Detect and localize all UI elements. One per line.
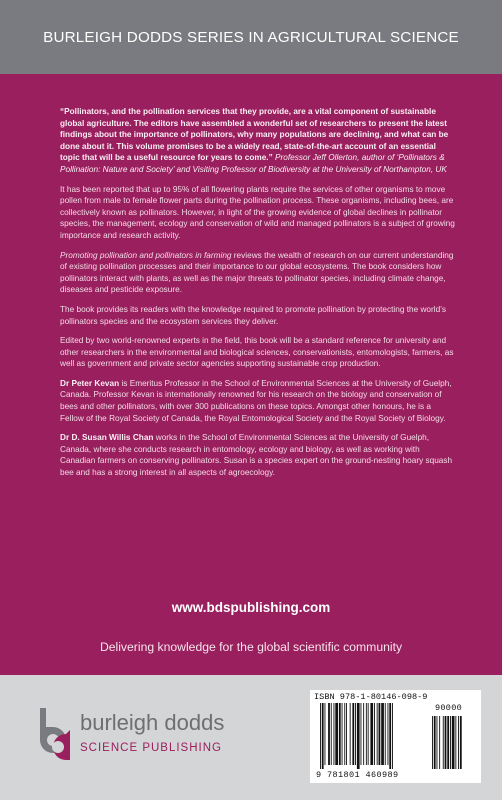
paragraph-book-summary [60,250,456,296]
barcode-bar [322,703,324,769]
bd-logo-icon [36,706,74,762]
barcode-bar [374,703,375,765]
barcode-bar [350,703,351,765]
addon-bar [439,716,440,769]
addon-bar [458,716,459,769]
barcode-bar [357,703,360,769]
ean-digits: 9 781801 460989 [316,770,399,780]
logo-subtitle: SCIENCE PUBLISHING [80,742,222,754]
addon-bar [452,716,455,769]
barcode-bar [331,703,332,765]
back-cover-text [60,106,456,487]
barcode-bar [352,703,354,765]
barcode-bar [389,703,391,769]
paragraph-intro: It has been reported that up to 95% of all flowering plants require the services of other organisms to move pollen from male to female flower parts during the pollination process. These organisms, including bees, are collectively known as pollinators. However, in light of the growing evidence of global declines in pollinator species, the management, ecology and conservation of wild and managed pollinators is a subject of growing importance and research activity. [60,184,455,240]
barcode-bar [392,703,393,769]
addon-digits: 90000 [435,703,463,713]
addon-bar [460,716,462,769]
book-title-inline: Promoting pollination and pollinators in farming [60,250,232,260]
barcode-bar [379,703,381,765]
editor-bio-text: works in the School of Environmental Sciences at the University of Guelph, Canada, where she conducts research in entomology, ecology and biology, as well as working with Canadian farmers on conserving pollinators. Susan is a species expert on the ground-nesting hoary squash bee and has a strong interest in all aspects of agroecology. [60,433,453,478]
series-title: BURLEIGH DODDS SERIES IN AGRICULTURAL SCIENCE [43,28,459,46]
publisher-logo [36,706,236,762]
barcode-bar [355,703,356,765]
publisher-website[interactable]: www.bdspublishing.com [171,600,331,615]
barcode-bar [370,703,373,765]
paragraph-purpose: The book provides its readers with the knowledge required to promote pollination by protecting the world’s pollinators species and the ecosystem services they deliver. [60,304,446,326]
barcode-bar [385,703,386,765]
quote-attribution: Professor Jeff Ollerton, author of ‘Pollinators & Pollination: Nature and Society’ and Visiting Professor of Biodiversity at the University of Northampton, UK [60,153,447,174]
barcode-bar [361,703,362,765]
barcode-bar [366,703,367,765]
paragraph-audience: Edited by two world-renowned experts in the field, this book will be a standard reference for university and other researchers in the environmental and biological sciences, conservationists, entomologists, farmers, as well as government and private sector agencies supporting sustainable crop production. [60,336,454,369]
endorsement-quote [60,106,456,176]
addon-bar [432,716,433,769]
barcode-bar [342,703,343,765]
barcode-bar [335,703,338,765]
addon-bar [455,716,456,769]
editor-bio-1 [60,378,456,424]
barcode-bar [346,703,347,765]
editor-name: Dr D. Susan Willis Chan [60,433,154,443]
isbn-barcode [310,690,481,783]
barcode-bar [339,703,341,765]
editor-bio-text: is Emeritus Professor in the School of Environmental Sciences at the University of Guelph, Canada. Professor Kevan is internationally renowned for his research on the biology and conservation of bees and other pollinators, with over 300 publications on these topics. Amongst other honours, he is a Fellow of the Royal Society of Canada, the Royal Entomological Society and the Royal Society of Biology. [60,378,452,423]
barcode-bar [344,703,345,765]
barcode-bar [363,703,364,765]
addon-bar [450,716,451,769]
addon-bar [434,716,436,769]
series-header-band [0,0,502,74]
barcode-bar [368,703,369,765]
barcode-bar [334,703,335,765]
barcode-bar [320,703,321,769]
logo-wordmark: burleigh dodds [80,710,225,735]
barcode-bar [388,703,389,765]
editor-bio-2 [60,432,456,478]
barcode-bar [377,703,378,765]
addon-bar [443,716,444,769]
addon-bar [447,716,449,769]
summary-text: reviews the wealth of research on our current understanding of existing pollination processes and their importance to our global ecosystems. The book considers how pollinators interact with plants, as well as the major threats to pollinator species, including climate change, diseases and pesticide exposure. [60,250,454,295]
publisher-tagline: Delivering knowledge for the global scientific community [99,640,403,654]
isbn-label: ISBN 978-1-80146-098-9 [314,692,428,702]
editor-name: Dr Peter Kevan [60,378,120,388]
barcode-bar [381,703,384,765]
quote-text: “Pollinators, and the pollination services that they provide, are a vital component of sustainable global agriculture. The editors have assembled a wonderful set of researchers to present the latest findings about the importance of pollinators, why many populations are declining, and what can be done about it. This volume promises to be a widely read, state-of-the-art account of an essential topic that will be a useful resource for years to come.” [60,107,449,163]
addon-bar [445,716,447,769]
barcode-bar [328,703,330,765]
addon-bar [437,716,438,769]
barcode-bar [325,703,326,765]
